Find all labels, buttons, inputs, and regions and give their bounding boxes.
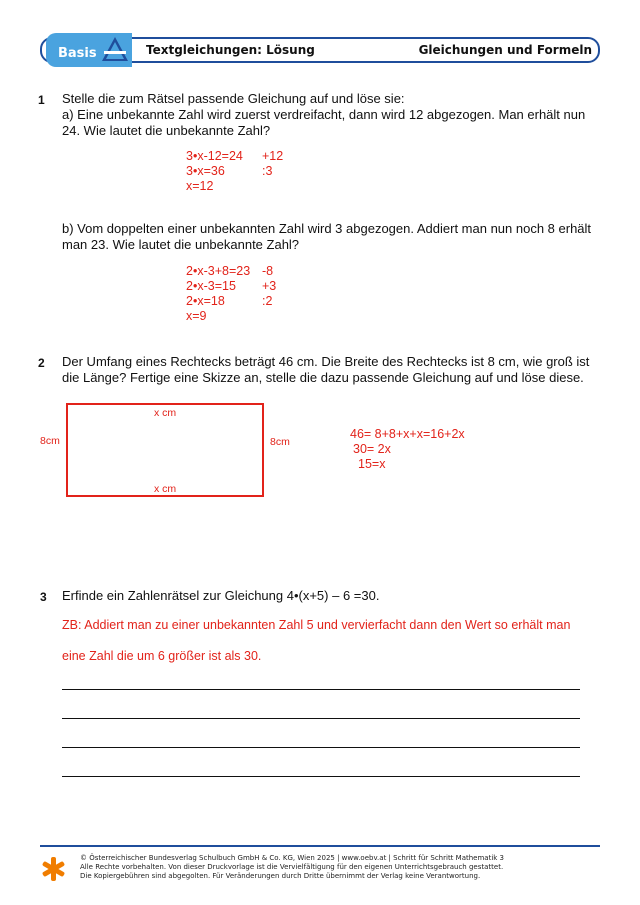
task3-answer-line1: ZB: Addiert man zu einer unbekannten Zahl 5 und vervierfacht dann den Wert so erhält man bbox=[62, 618, 571, 632]
step-equation: x=9 bbox=[186, 309, 207, 323]
task3-text: Erfinde ein Zahlenrätsel zur Gleichung 4•(x+5) – 6 =30. bbox=[62, 588, 380, 603]
sketch-label-right: 8cm bbox=[270, 436, 290, 448]
footer-line: Alle Rechte vorbehalten. Von dieser Druckvorlage ist die Vervielfältigung für den eigenen Unterrichtsgebrauch gestattet. bbox=[80, 863, 504, 871]
solution-step bbox=[186, 164, 283, 179]
sketch-label-bottom: x cm bbox=[154, 483, 177, 495]
sketch-label-left: 8cm bbox=[40, 435, 60, 447]
task2-text-line1: Der Umfang eines Rechtecks beträgt 46 cm. Die Breite des Rechtecks ist 8 cm, wie groß ist bbox=[62, 354, 590, 369]
solution-step bbox=[186, 179, 283, 194]
step-operation: -8 bbox=[262, 264, 274, 278]
task2-text-line2: die Länge? Fertige eine Skizze an, stelle die dazu passende Gleichung auf und löse diese. bbox=[62, 370, 584, 385]
task2-solution bbox=[350, 427, 465, 472]
task1-intro: Stelle die zum Rätsel passende Gleichung auf und löse sie: bbox=[62, 91, 405, 106]
task1a-text-line1: a) Eine unbekannte Zahl wird zuerst verdreifacht, dann wird 12 abgezogen. Man erhält nun bbox=[62, 107, 586, 122]
task1b-solution bbox=[186, 264, 276, 324]
solution-line: 30= 2x bbox=[353, 442, 391, 456]
writing-line bbox=[62, 718, 580, 719]
footer-divider bbox=[40, 845, 600, 847]
subject-title: Gleichungen und Formeln bbox=[418, 43, 592, 57]
solution-step bbox=[186, 149, 283, 164]
task3-answer-line2: eine Zahl die um 6 größer ist als 30. bbox=[62, 649, 262, 663]
solution-step bbox=[186, 294, 276, 309]
task-number: 2 bbox=[38, 356, 45, 370]
writing-line bbox=[62, 776, 580, 777]
worksheet-title: Textgleichungen: Lösung bbox=[146, 43, 315, 57]
step-equation: 2•x=18 bbox=[186, 294, 225, 308]
task1a-text-line2: 24. Wie lautet die unbekannte Zahl? bbox=[62, 123, 271, 138]
solution-step bbox=[186, 309, 276, 324]
solution-step bbox=[186, 279, 276, 294]
task-number: 3 bbox=[40, 590, 47, 604]
task-number: 1 bbox=[38, 93, 45, 107]
solution-step bbox=[186, 264, 276, 279]
step-equation: x=12 bbox=[186, 179, 214, 193]
writing-line bbox=[62, 747, 580, 748]
footer-line: © Österreichischer Bundesverlag Schulbuch GmbH & Co. KG, Wien 2025 | www.oebv.at | Schritt für Schritt Mathematik 3 bbox=[80, 854, 505, 862]
step-equation: 3•x-12=24 bbox=[186, 149, 243, 163]
basis-label: Basis bbox=[58, 46, 97, 61]
step-equation: 2•x-3+8=23 bbox=[186, 264, 251, 278]
publisher-logo-icon bbox=[40, 856, 66, 882]
step-equation: 3•x=36 bbox=[186, 164, 225, 178]
step-operation: +3 bbox=[262, 279, 277, 293]
task1b-text-line1: b) Vom doppelten einer unbekannten Zahl wird 3 abgezogen. Addiert man nun noch 8 erhält bbox=[62, 221, 592, 236]
task1a-solution bbox=[186, 149, 283, 194]
task1b-text-line2: man 23. Wie lautet die unbekannte Zahl? bbox=[62, 237, 300, 252]
solution-line: 15=x bbox=[358, 457, 386, 471]
step-operation: :3 bbox=[262, 164, 273, 178]
footer-line: Die Kopiergebühren sind abgegolten. Für Veränderungen durch Dritte übernimmt der Verlag keine Verantwortung. bbox=[80, 872, 481, 880]
sketch-label-top: x cm bbox=[154, 407, 177, 419]
level-triangle-icon bbox=[100, 34, 130, 64]
writing-line bbox=[62, 689, 580, 690]
footer-copyright bbox=[80, 854, 504, 881]
step-operation: :2 bbox=[262, 294, 273, 308]
step-operation: +12 bbox=[262, 149, 284, 163]
step-equation: 2•x-3=15 bbox=[186, 279, 236, 293]
solution-line: 46= 8+8+x+x=16+2x bbox=[350, 427, 465, 441]
